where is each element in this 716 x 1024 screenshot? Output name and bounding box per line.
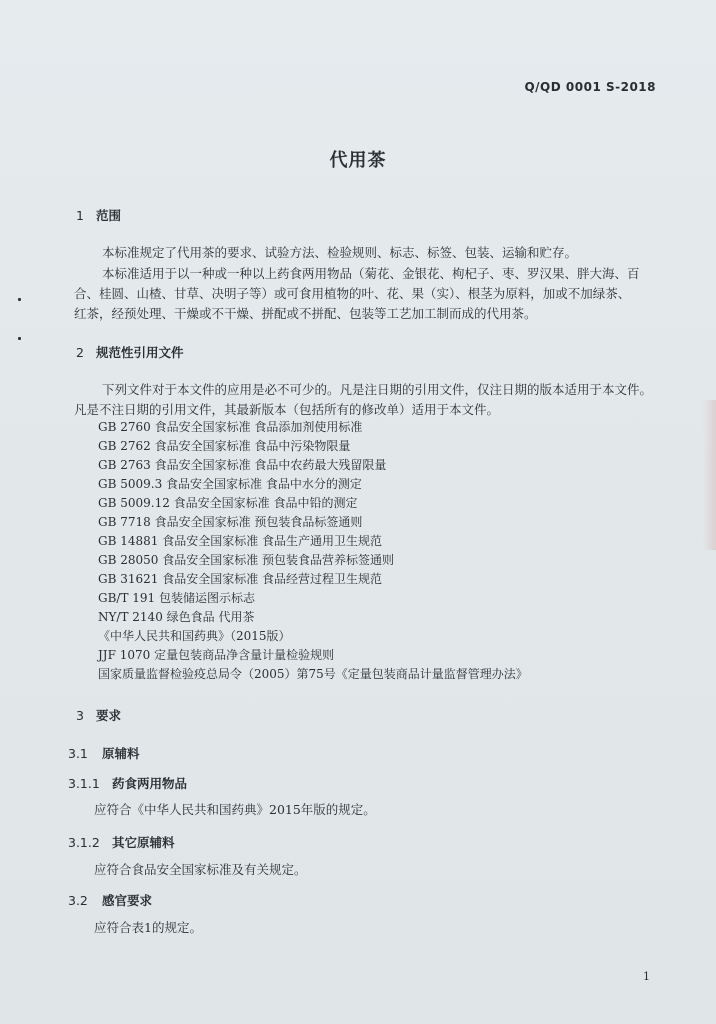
section-title: 药食两用物品	[112, 776, 188, 791]
section-3-1-2-text: 应符合食品安全国家标准及有关规定。	[94, 862, 307, 877]
section-number: 2	[76, 345, 84, 360]
reference-item: GB 5009.12 食品安全国家标准 食品中铅的测定	[98, 496, 358, 510]
section-number: 3.1	[68, 746, 88, 761]
section-number: 3.2	[68, 893, 88, 908]
para-line: 凡是不注日期的引用文件，其最新版本（包括所有的修改单）适用于本文件。	[74, 402, 500, 417]
reference-item: GB 5009.3 食品安全国家标准 食品中水分的测定	[98, 477, 362, 491]
section-number: 3.1.1	[68, 776, 100, 791]
section-number: 1	[76, 208, 84, 223]
reference-item: GB 31621 食品安全国家标准 食品经营过程卫生规范	[98, 572, 383, 586]
para-line: 下列文件对于本文件的应用是必不可少的。凡是注日期的引用文件，仅注日期的版本适用于本文件。	[102, 382, 653, 397]
page-number: 1	[643, 970, 650, 983]
section-3-2-heading	[68, 891, 152, 909]
section-title: 要求	[96, 708, 122, 723]
section-number: 3.1.2	[68, 835, 100, 850]
scan-speck	[18, 298, 21, 301]
section-2-para-1	[74, 380, 658, 420]
section-number: 3	[76, 708, 84, 723]
stamp-bleed	[702, 400, 716, 550]
scan-speck	[18, 337, 21, 340]
standard-code: Q/QD 0001 S-2018	[524, 80, 656, 94]
section-1-heading	[76, 206, 121, 224]
document-title: 代用茶	[329, 150, 387, 171]
reference-item: 《中华人民共和国药典》（2015版）	[98, 629, 291, 643]
reference-item: 国家质量监督检验疫总局令（2005）第75号《定量包装商品计量监督管理办法》	[98, 667, 528, 681]
reference-item: GB 2763 食品安全国家标准 食品中农药最大残留限量	[98, 458, 387, 472]
section-3-1-heading	[68, 744, 140, 762]
reference-item: GB 28050 食品安全国家标准 预包装食品营养标签通则	[98, 553, 395, 567]
section-2-heading	[76, 343, 184, 361]
para-line: 合、桂圆、山楂、甘草、决明子等）或可食用植物的叶、花、果（实）、根茎为原料，加或不加绿茶、	[74, 286, 631, 301]
section-title: 规范性引用文件	[96, 345, 184, 360]
section-title: 范围	[96, 208, 122, 223]
section-3-1-2-heading	[68, 833, 175, 851]
reference-item: GB 2762 食品安全国家标准 食品中污染物限量	[98, 439, 351, 453]
section-3-heading	[76, 706, 121, 724]
section-3-1-1-text: 应符合《中华人民共和国药典》2015年版的规定。	[94, 802, 376, 817]
section-title: 其它原辅料	[112, 835, 175, 850]
section-title: 感官要求	[102, 893, 153, 908]
section-1-para-2	[74, 264, 658, 324]
section-title: 原辅料	[102, 746, 140, 761]
reference-item: GB 2760 食品安全国家标准 食品添加剂使用标准	[98, 420, 363, 434]
reference-item: GB 7718 食品安全国家标准 预包装食品标签通则	[98, 515, 363, 529]
section-3-2-text: 应符合表1的规定。	[94, 920, 202, 935]
reference-item: NY/T 2140 绿色食品 代用茶	[98, 610, 255, 624]
reference-item: JJF 1070 定量包装商品净含量计量检验规则	[98, 648, 335, 662]
reference-item: GB 14881 食品安全国家标准 食品生产通用卫生规范	[98, 534, 383, 548]
reference-item: GB/T 191 包装储运图示标志	[98, 591, 255, 605]
para-line: 红茶，经预处理、干燥或不干燥、拼配或不拼配、包装等工艺加工制而成的代用茶。	[74, 306, 537, 321]
section-1-para-1: 本标准规定了代用茶的要求、试验方法、检验规则、标志、标签、包装、运输和贮存。	[102, 245, 578, 260]
section-3-1-1-heading	[68, 774, 187, 792]
para-line: 本标准适用于以一种或一种以上药食两用物品（菊花、金银花、枸杞子、枣、罗汉果、胖大海、百	[102, 266, 640, 281]
